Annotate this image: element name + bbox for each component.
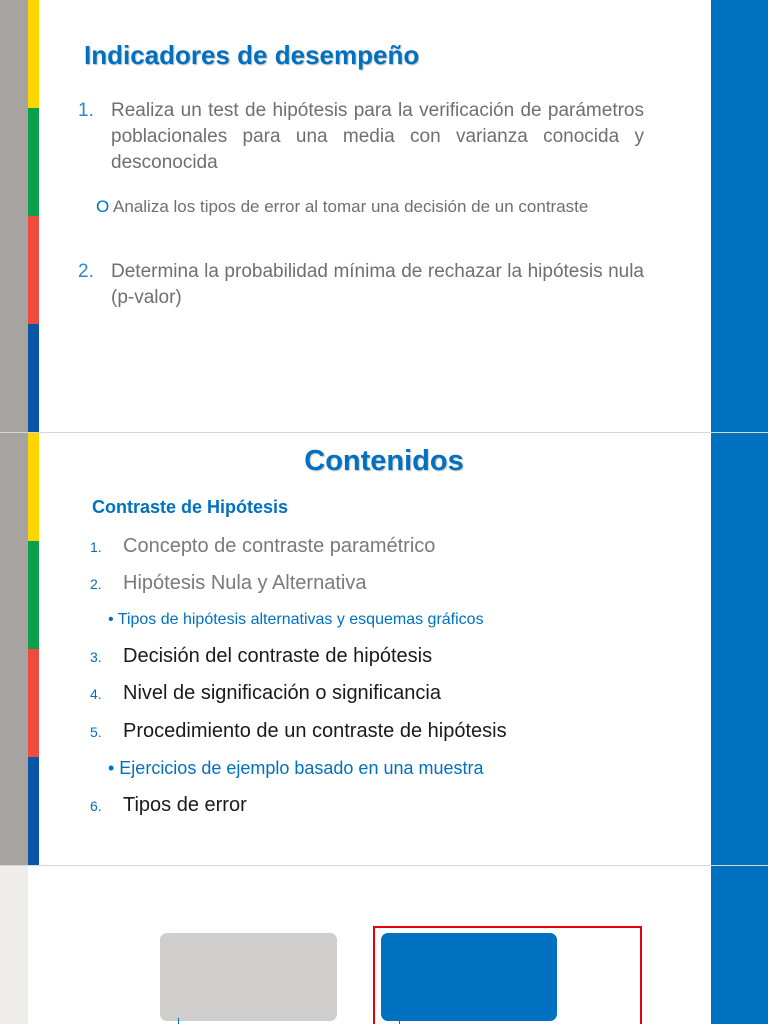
item-text: Procedimiento de un contraste de hipótesis xyxy=(123,720,507,742)
item-text: Determina la probabilidad mínima de rechazar la hipótesis nula (p-valor) xyxy=(111,261,644,308)
content-item xyxy=(90,645,432,668)
color-stripes xyxy=(28,0,39,432)
right-blue-bar xyxy=(711,433,768,865)
connector-tick xyxy=(399,1018,400,1024)
item-number: 6. xyxy=(90,798,102,814)
indicator-item xyxy=(78,98,644,176)
stripe-green xyxy=(28,108,39,216)
indicator-subitem xyxy=(96,195,644,218)
item-number: 1. xyxy=(90,539,102,555)
blue-button[interactable] xyxy=(381,933,557,1021)
left-gray-band xyxy=(0,0,28,432)
stripe-red xyxy=(28,216,39,324)
right-blue-bar xyxy=(711,866,768,1024)
item-number: 5. xyxy=(90,724,102,740)
slide-title: Indicadores de desempeño xyxy=(84,40,420,70)
indicator-item xyxy=(78,259,644,311)
section-heading: Contraste de Hipótesis xyxy=(92,497,289,517)
item-text: Hipótesis Nula y Alternativa xyxy=(123,572,367,594)
subitem-text: Analiza los tipos de error al tomar una decisión de un contraste xyxy=(113,197,589,216)
item-text: Realiza un test de hipótesis para la verificación de parámetros poblacionales para una media con varianza conocida y desconocida xyxy=(111,100,644,173)
content-subitem: • Ejercicios de ejemplo basado en una muestra xyxy=(108,758,484,778)
color-stripes xyxy=(28,433,39,865)
stripe-red xyxy=(28,649,39,757)
item-text: Decisión del contraste de hipótesis xyxy=(123,645,433,667)
content-item xyxy=(90,535,435,558)
gray-button[interactable] xyxy=(160,933,337,1021)
item-text: Concepto de contraste paramétrico xyxy=(123,535,436,557)
connector-tick xyxy=(178,1018,179,1024)
left-gray-band xyxy=(0,433,28,865)
stripe-green xyxy=(28,541,39,649)
slide-contenidos xyxy=(0,433,768,865)
content-item xyxy=(90,572,366,595)
item-number: 1. xyxy=(78,100,94,121)
stripe-blue xyxy=(28,324,39,432)
item-text: Tipos de error xyxy=(123,794,247,816)
slide-indicadores xyxy=(0,0,768,432)
item-number: 4. xyxy=(90,686,102,702)
item-number: 2. xyxy=(78,261,94,282)
right-blue-bar xyxy=(711,0,768,432)
item-text: Nivel de significación o significancia xyxy=(123,682,441,704)
item-number: 2. xyxy=(90,576,102,592)
stripe-blue xyxy=(28,757,39,865)
stripe-yellow xyxy=(28,0,39,108)
left-gray-band xyxy=(0,866,28,1024)
slide-partial xyxy=(0,866,768,1024)
content-subitem: • Tipos de hipótesis alternativas y esquemas gráficos xyxy=(108,611,484,628)
slide-title: Contenidos xyxy=(304,445,464,477)
content-item xyxy=(90,794,247,817)
content-item xyxy=(90,682,441,705)
item-number: 3. xyxy=(90,649,102,665)
content-item xyxy=(90,720,507,743)
circle-bullet-icon: O xyxy=(96,197,110,216)
